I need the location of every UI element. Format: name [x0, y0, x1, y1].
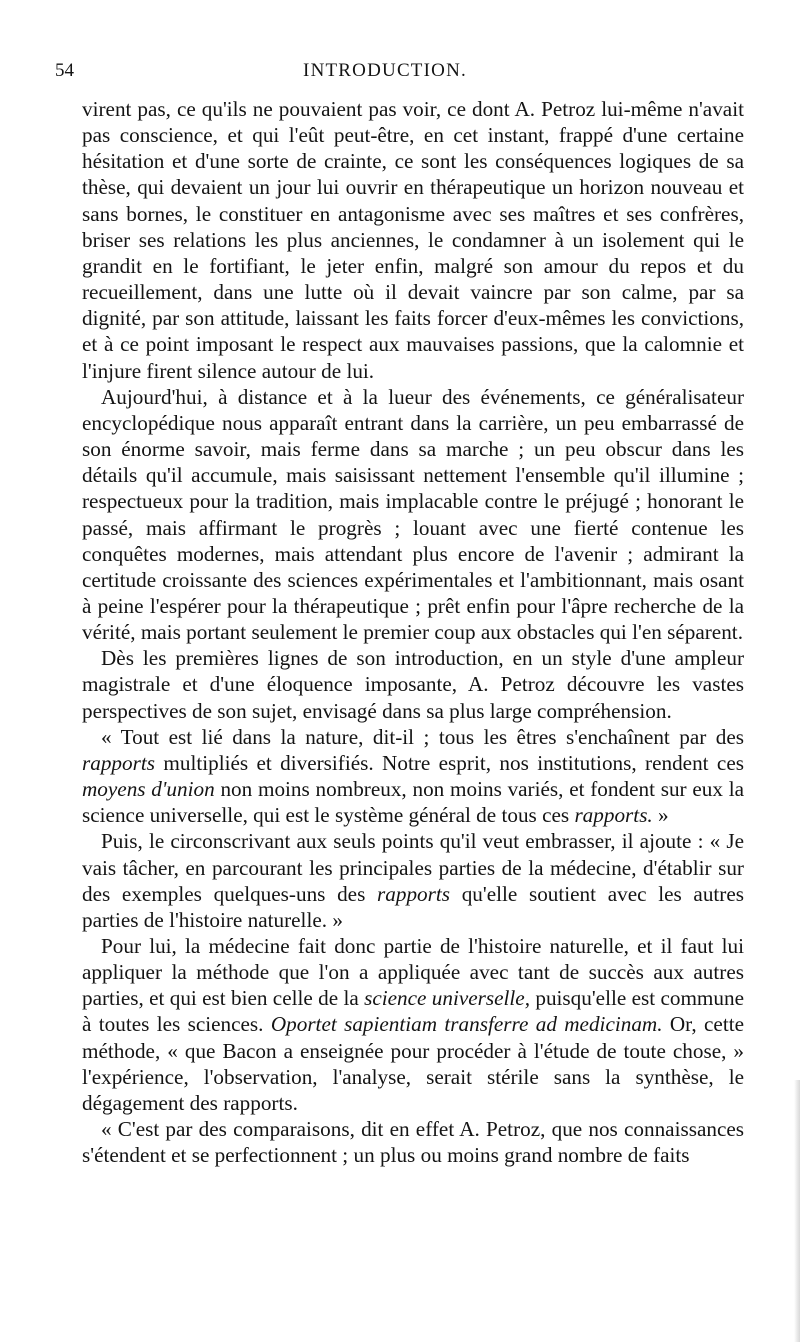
italic-term: moyens d'union: [82, 777, 215, 802]
text-run: Puis, le circonscrivant aux seuls points qu'il veut embrasser, il ajoute : « Je vais tâcher, en parcourant les principales parties de la médecine, d'établir sur des exemples quelques-uns des: [82, 829, 744, 906]
text-run: Pour lui, la médecine fait donc partie de l'histoire naturelle, et il faut lui appliquer la méthode que l'on a appliquée avec tant de succès aux autres parties, et qui est bien celle de la: [82, 934, 744, 1011]
text-run: « Tout est lié dans la nature, dit-il ; tous les êtres s'enchaînent par des: [101, 724, 744, 749]
text-run: »: [652, 803, 669, 828]
text-run: puisqu'elle est commune à toutes les sciences.: [82, 986, 744, 1037]
italic-term: science universelle,: [364, 986, 531, 1011]
italic-term: rapports: [377, 881, 451, 906]
paragraph: Dès les premières lignes de son introduction, en un style d'une ampleur magistrale et d'une éloquence imposante, A. Petroz découvre les vastes perspectives de son sujet, envisagé dans sa plus large compréhension.: [82, 646, 744, 723]
paragraph: [82, 828, 744, 933]
page-edge-shadow: [794, 1080, 800, 1342]
running-title: INTRODUCTION.: [303, 60, 467, 81]
text-run: non moins nombreux, non moins variés, et fondent sur eux la science universelle, qui est le système général de tous ces: [82, 777, 744, 828]
paragraph: virent pas, ce qu'ils ne pouvaient pas voir, ce dont A. Petroz lui-même n'avait pas conscience, et qui l'eût peut-être, en cet instant, frappé d'une certaine hésitation et d'une sorte de crainte, ce sont les conséquences logiques de sa thèse, qui devaient un jour lui ouvrir en thérapeutique un horizon nouveau et sans bornes, le constituer en antagonisme avec ses maîtres et ses confrères, briser ses relations les plus anciennes, le condamner à un isolement qui le grandit en le fortifiant, le jeter enfin, malgré son amour du repos et du recueillement, dans une lutte où il devait vaincre par son calme, par sa dignité, par son attitude, laissant les faits forcer d'eux-mêmes les convictions, et à ce point imposant le respect aux mauvaises passions, que la calomnie et l'injure firent silence autour de lui.: [82, 97, 744, 383]
page-header: [55, 60, 715, 84]
text-run: Or, cette méthode, « que Bacon a enseignée pour procéder à l'étude de toute chose, » l'expérience, l'observation, l'analyse, serait stérile sans la synthèse, le dégagement des rapports.: [82, 1012, 745, 1115]
latin-quotation: Oportet sapientiam transferre ad medicinam.: [270, 1012, 663, 1037]
quotation-paragraph: [82, 724, 744, 829]
paragraph: « C'est par des comparaisons, dit en effet A. Petroz, que nos connaissances s'étendent et se perfectionnent ; un plus ou moins grand nombre de faits: [82, 1117, 744, 1168]
text-run: qu'elle soutient avec les autres parties de l'histoire naturelle. »: [82, 881, 744, 932]
page-number: 54: [55, 60, 74, 81]
text-run: multipliés et diversifiés. Notre esprit, nos institutions, rendent ces: [155, 750, 744, 775]
body-text: [82, 96, 744, 1168]
paragraph: [82, 933, 744, 1116]
paragraph: Aujourd'hui, à distance et à la lueur des événements, ce généralisateur encyclopédique nous apparaît entrant dans la carrière, un peu embarrassé de son énorme savoir, mais ferme dans sa marche ; un peu obscur dans les détails qu'il accumule, mais saisissant nettement l'ensemble qu'il illumine ; respectueux pour la tradition, mais implacable contre le préjugé ; honorant le passé, mais affirmant le progrès ; louant avec une fierté contenue les conquêtes modernes, mais attendant plus encore de l'avenir ; admirant la certitude croissante des sciences expérimentales et l'ambitionnant, mais osant à peine l'espérer pour la thérapeutique ; prêt enfin pour l'âpre recherche de la vérité, mais portant seulement le premier coup aux obstacles qui l'en séparent.: [82, 384, 744, 645]
italic-term: rapports: [82, 750, 155, 775]
italic-term: rapports.: [574, 803, 653, 828]
